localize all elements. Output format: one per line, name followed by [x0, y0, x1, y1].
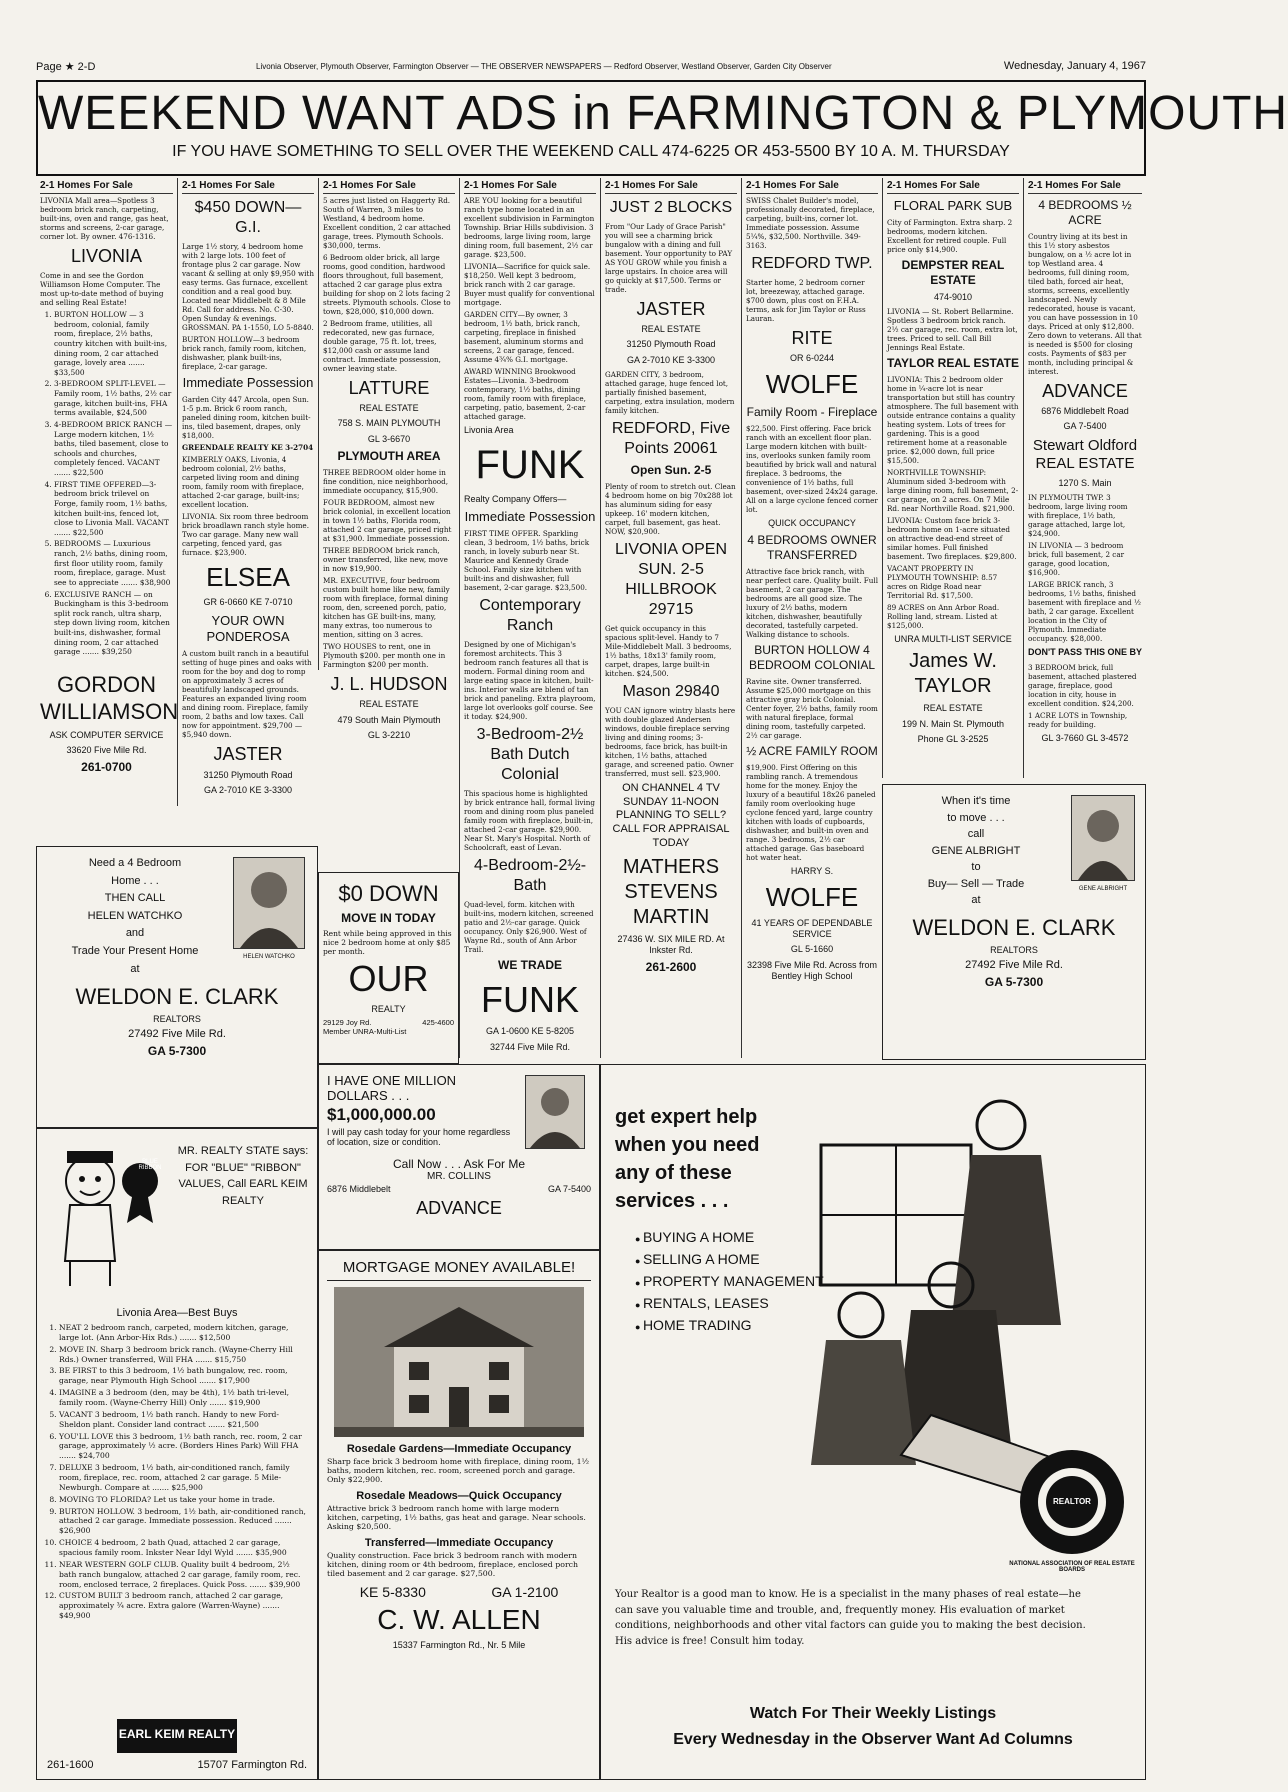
page-banner: [36, 80, 1288, 176]
ad-subheadline: DON'T PASS THIS ONE BY: [1028, 647, 1142, 658]
company-logo: [117, 1719, 237, 1753]
agent-photo: [233, 857, 305, 960]
agent-photo: [1071, 795, 1135, 892]
service-item: ● HOME TRADING: [635, 1317, 1131, 1333]
column-5: [600, 178, 741, 1058]
tagline: ASK COMPUTER SERVICE: [49, 729, 164, 740]
banner-title: WEEKEND WANT ADS in FARMINGTON & PLYMOUTH: [38, 87, 1288, 140]
ad-text: Starter home, 2 bedroom corner lot, breezeway, attached garage. $700 down, plus cost on F.H.A. terms, ask for Jim Taylor or Russ Lauran.: [746, 277, 866, 323]
list-item: 4. IMAGINE a 3 bedroom (den, may be 4th), 1½ bath tri-level, family room. (Wayne-Cherry Hill) Only ....... $19,900: [59, 1388, 309, 1408]
ad-copy: [891, 793, 1061, 909]
seal-label: REALTOR: [1053, 1497, 1091, 1506]
address: 1270 S. Main: [1058, 478, 1112, 488]
ad-subheadline: Rosedale Gardens—Immediate Occupancy: [346, 1443, 572, 1455]
brand-name: WOLFE: [765, 369, 859, 400]
ad-text: FOUR BEDROOM, almost new brick colonial, in excellent location in town 1½ baths, Florida room, attached 2 car garage, priced right at $31,900. Immediate possession.: [323, 497, 452, 543]
ad-text: 3 BEDROOM brick, full basement, attached plastered garage, fireplace, good location in city, house in excellent condition. $24,200.: [1028, 662, 1137, 708]
ad-text: 5 acres just listed on Haggerty Rd. South of Warren, 3 miles to Westland, 4 bedroom home. Excellent condition, 2 car attached garage, trees. Plymouth Schools. $30,000, terms.: [323, 195, 451, 250]
list-item: 6. YOU'LL LOVE this 3 bedroom, 1½ bath ranch, rec. room, 2 car garage, approximately ½ acre. (Borders Hines Park) Will FHA ....... $24,700: [59, 1432, 309, 1462]
ad-text: City of Farmington. Extra sharp. 2 bedrooms, modern kitchen. Excellent for retired couple. Full price only $14,900.: [887, 217, 1013, 254]
ad-headline: 4 BEDROOMS OWNER TRANSFERRED: [747, 533, 877, 562]
tagline: REAL ESTATE: [923, 703, 983, 714]
ad-copy: [45, 855, 225, 978]
brand-name: ADVANCE: [1042, 380, 1128, 401]
ad-text: 6 Bedroom older brick, all large rooms, good condition, hardwood floors throughout, full basement, attached 2 car garage plus extra building for shop on 2 lots facing 2 streets. Plymouth schools. Close to town, $28,000, $10,000 down.: [323, 252, 451, 316]
address: 31250 Plymouth Road: [203, 769, 293, 780]
ad-text: 1 ACRE LOTS in Township, ready for building.: [1028, 710, 1128, 729]
phone: GA 7-5400: [547, 1184, 591, 1194]
tagline: REAL ESTATE: [359, 699, 419, 710]
list-item: 3. BE FIRST to this 3 bedroom, 1½ bath bungalow, rec. room, garage, near Plymouth High School ....... $17,900: [59, 1366, 309, 1386]
brand-name: GORDON WILLIAMSON: [40, 671, 179, 725]
ad-headline: REDFORD, Five Points 20061: [611, 419, 731, 457]
tagline: UNRA MULTI-LIST SERVICE: [894, 634, 1012, 644]
list-item: 12. CUSTOM BUILT 3 bedroom ranch, attached 2 car garage, approximately ¾ acre. Extra galore (Warren-Wayne) ....... $49,900: [59, 1591, 309, 1621]
brand-name: DEMPSTER REAL ESTATE: [901, 257, 1005, 287]
ad-text: GARDEN CITY—By owner, 3 bedroom, 1½ bath, brick ranch, carpeting, fireplace in finished basement, aluminum storms and screens, 2 car garage, fenced. Assume 4¾% G.I. mortgage.: [464, 309, 584, 364]
column-3: [318, 178, 459, 740]
ad-line: Trade Your Present Home: [71, 944, 199, 957]
ad-line: to move . . .: [947, 811, 1005, 824]
brand-name: ADVANCE: [416, 1198, 502, 1218]
zero-down-ad: [318, 872, 459, 1064]
brand-name: OUR: [348, 958, 429, 999]
portrait-icon: [526, 1076, 584, 1148]
agent-name: MR. COLLINS: [427, 1171, 491, 1182]
agent-name: GENE ALBRIGHT: [931, 844, 1021, 857]
ad-text: Attractive face brick ranch, with near perfect care. Quality built. Full basement, 2 car garage. The bedrooms are all good size. The luxury of 2½ baths, modern kitchen, dishwasher, beautifully decorated, tastefully carpeted. Walking distance to schools.: [746, 567, 878, 639]
list-item: 3. 4-BEDROOM BRICK RANCH —Large modern kitchen, 1½ baths, tiled basement, close to schools and churches, completely fenced. VACANT ....... $22,500: [54, 420, 173, 478]
ad-text: IN PLYMOUTH TWP. 3 bedroom, large living room with fireplace, 1½ bath, garage attached, large lot, $24,900.: [1028, 493, 1128, 539]
ad-text: BURTON HOLLOW—3 bedroom brick ranch, family room, kitchen, dishwasher, plank built-ins, fireplace, 2-car garage.: [182, 334, 307, 371]
brand-name: WELDON E. CLARK: [912, 914, 1116, 940]
ad-headline: ON CHANNEL 4 TV SUNDAY 11-NOON PLANNING TO SELL? CALL FOR APPRAISAL TODAY: [612, 781, 730, 849]
ad-headline: Contemporary Ranch: [479, 597, 581, 635]
ad-text: ARE YOU looking for a beautiful ranch type home located in an excellent subdivision in Farmington Township. Briar Hills subdivision. 3 bedrooms, large living room, large dining room, full basement, 2½ car garage. $23,500.: [464, 195, 595, 259]
ad-headline: 4-Bedroom-2½-Bath: [473, 857, 587, 895]
brand-name: Stewart Oldford REAL ESTATE: [1032, 436, 1138, 473]
brand-name: LATTURE: [348, 377, 430, 398]
ad-text: From "Our Lady of Grace Parish" you will see a charming brick bungalow with a dining and full basement. Your opportunity to PAY AS YOU GROW while you finish a large upstairs. In choice area will go quickly at $17,500. Terms or trade.: [605, 221, 733, 294]
address: 27492 Five Mile Rd.: [965, 958, 1063, 971]
area-heading: Livonia Area: [464, 424, 514, 435]
ad-text: $19,900. First Offering on this rambling ranch. A tremendous home for the money. Enjoy the luxury of a beautiful 18x26 paneled family room overlooking huge cyclone fenced yard, large country kitchen with loads of cupboards, dishwasher, and built-in oven and range. 3 bedrooms, 2½ car attached garage. Gas baseboard hot water heat.: [746, 763, 876, 862]
ad-text: LIVONIA—Sacrifice for quick sale. $18,250. Well kept 3 bedroom, brick ranch with 2 car garage. Buyer must qualify for conventional mortgage.: [464, 261, 595, 307]
ad-subheadline: QUICK OCCUPANCY: [768, 517, 856, 528]
phone: 425-4600: [422, 1018, 454, 1027]
service-item: ● BUYING A HOME: [635, 1229, 1131, 1245]
footer-line: Watch For Their Weekly Listings: [749, 1705, 997, 1722]
ad-text: GARDEN CITY, 3 bedroom, attached garage, huge fenced lot, partially finished basement, carpeting, extra insulation, modern family kitchen.: [605, 369, 735, 415]
issue-date: Wednesday, January 4, 1967: [1003, 60, 1146, 72]
open-house: Open Sun. 2-5: [630, 462, 712, 477]
ad-headline: ½ ACRE FAMILY ROOM: [746, 744, 878, 758]
ad-text: A custom built ranch in a beautiful setting of huge pines and oaks with room for the boy and dog to romp on approximately 3 acres of beautifully landscaped grounds. Features an expanded living room and dining room. Fireplace, family room, 2 baths and low taxes. Call now for appointment. $29,700 — $5,940 down.: [182, 649, 312, 739]
phone: 261-2600: [645, 960, 697, 974]
ad-headline: Livonia Area—Best Buys: [116, 1307, 238, 1319]
list-item: 9. BURTON HOLLOW. 3 bedroom, 1½ bath, air-conditioned ranch, attached 2 car garage. Immediate possession. Reduced ....... $26,900: [59, 1507, 309, 1537]
ad-text: LIVONIA Mall area—Spotless 3 bedroom brick ranch, carpeting, built-ins, oven and range, gas heat, storms and screens, 2-car garage, corner lot. By owner. 476-1316.: [40, 195, 169, 241]
section-heading: 2-1 Homes For Sale: [605, 180, 737, 194]
phone: GL 3-6670: [367, 433, 411, 444]
ad-headline: JUST 2 BLOCKS: [609, 198, 733, 216]
ad-headline: $0 DOWN: [338, 881, 439, 906]
service-item: ● SELLING A HOME: [635, 1251, 1131, 1267]
ad-line: Home . . .: [111, 874, 159, 887]
ad-text: Plenty of room to stretch out. Clean 4 bedroom home on big 70x288 lot has aluminum siding for easy upkeep. 16' modern kitchen, carpet, full basement, gas heat. NOW, $20,900.: [605, 481, 736, 536]
address: 33620 Five Mile Rd.: [66, 745, 147, 756]
contact-row: [327, 1184, 591, 1194]
tagline: REAL ESTATE: [641, 324, 701, 334]
brand-name: TAYLOR REAL ESTATE: [887, 356, 1020, 370]
ad-text: IN LIVONIA — 3 bedroom brick, full basement, 2 car garage, good location, $16,900.: [1028, 541, 1125, 578]
ad-text: FIRST TIME OFFER. Sparkling clean, 3 bedroom, 1½ baths, brick ranch, in lovely suburb near St. Maurice and Kennedy Grade School. Family size kitchen with built-ins and dishwasher, full basement, 2-car garage. $23,500.: [464, 529, 590, 593]
list-item: 7. DELUXE 3 bedroom, 1½ bath, air-conditioned ranch, family room, fireplace, rec. room, attached 2 car garage. 5 Mile-Newburgh. Compare at ....... $25,900: [59, 1463, 309, 1493]
section-heading: 2-1 Homes For Sale: [323, 180, 455, 194]
realtor-services-ad: [600, 1064, 1146, 1780]
brand-name: WOLFE: [765, 882, 859, 913]
house-photo-icon: [334, 1287, 584, 1437]
section-heading: 2-1 Homes For Sale: [1028, 180, 1142, 194]
ad-line: Call Now . . . Ask For Me: [392, 1157, 526, 1171]
phone: OR 6-0244: [789, 353, 835, 363]
ad-line: When it's time: [941, 795, 1011, 807]
brand-name: RITE: [791, 327, 833, 348]
ad-text: NORTHVILLE TOWNSHIP: Aluminum sided 3-bedroom with large dining room, full basement, 2-car garage, on 2 acres. On 7 Mile Rd. near Northville Road. $21,900.: [887, 468, 1019, 513]
ad-text: SWISS Chalet Builder's model, professionally decorated, fireplace, carpeting, built-ins, corner lot. Immediate possession. Assume 5¼%, $32,500. Northville. 349-3163.: [746, 195, 875, 250]
ad-text: I will pay cash today for your home regardless of location, size or condition.: [327, 1127, 511, 1147]
list-item: 2. 3-BEDROOM SPLIT-LEVEL — Family room, 1½ baths, 2½ car garage, kitchen built-ins, FHA terms available, $24,500: [54, 379, 173, 418]
albright-ad: [882, 784, 1146, 1060]
list-item: 2. MOVE IN. Sharp 3 bedroom brick ranch. (Wayne-Cherry Hill Rds.) Owner transferred, Will FHA ....... $15,750: [59, 1345, 309, 1365]
phone: GA 7-5400: [1063, 421, 1107, 432]
brand-name: J. L. HUDSON: [330, 673, 448, 694]
tagline: 41 YEARS OF DEPENDABLE SERVICE: [751, 917, 873, 939]
phone: GA 2-7010 KE 3-3300: [626, 354, 716, 365]
ad-text: MR. EXECUTIVE, four bedroom custom built home like new, family room with fireplace, formal dining room, den, screened porch, patio, kitchen has GE built-ins, many, many extras, too numerous to mention, sitting on 3 acres.: [323, 575, 450, 639]
ad-line: Need a 4 Bedroom: [88, 857, 182, 869]
ad-headline: Family Room - Fireplace: [746, 404, 878, 419]
ad-text: VACANT PROPERTY IN PLYMOUTH TOWNSHIP: 8.57 acres on Ridge Road near Territorial Rd. $17,500.: [887, 564, 998, 600]
column-1: [36, 178, 177, 806]
tagline: REAL ESTATE: [359, 403, 419, 413]
ad-line: Buy— Sell — Trade: [927, 877, 1025, 890]
paper-names: Livonia Observer, Plymouth Observer, Farmington Observer — THE OBSERVER NEWSPAPERS — Redford Observer, Westland Observer, Garden City Observer: [256, 62, 832, 71]
ad-copy: MR. REALTY STATE says: FOR "BLUE" "RIBBON" VALUES, Call EARL KEIM REALTY: [177, 1145, 309, 1207]
ad-text: Come in and see the Gordon Williamson Home Computer. The most up-to-date method of buying and selling Real Estate!: [40, 271, 164, 307]
ribbon-badge: BLUE RIBBON: [138, 1159, 162, 1171]
brand-name: WELDON E. CLARK: [75, 984, 279, 1010]
contact-row: [327, 1584, 591, 1600]
phone: GL 3-7660 GL 3-4572: [1041, 732, 1129, 743]
brand-name: JASTER: [213, 744, 283, 764]
ad-text: GREENDALE REALTY KE 3-2704: [182, 442, 314, 452]
ad-text: Ravine site. Owner transferred. Assume $25,000 mortgage on this attractive gray brick Colonial. Center foyer, 2½ baths, family room with natural fireplace, formal dining room, tastefully carpeted. 2½ car garage.: [746, 677, 878, 740]
address: 29129 Joy Rd.: [323, 1018, 372, 1027]
section-heading: 2-1 Homes For Sale: [887, 180, 1019, 194]
ad-headline: BURTON HOLLOW 4 BEDROOM COLONIAL: [748, 643, 876, 672]
phone: 474-9010: [933, 291, 973, 302]
ad-line: and: [125, 927, 145, 940]
phone: GR 6-0660 KE 7-0710: [203, 597, 293, 608]
address: 27436 W. SIX MILE RD. At Inkster Rd.: [617, 933, 725, 955]
address: 758 S. MAIN PLYMOUTH: [337, 418, 441, 429]
ad-text: YOU CAN ignore wintry blasts here with double glazed Andersen windows, double fireplace serving living and dining rooms; 3-bedrooms, face brick, has built-in kitchen, 1½ baths, attached garage, and screened patio. Owner transferred, must sell. $23,900.: [605, 705, 736, 778]
ad-text: 2 Bedroom frame, utilities, all redecorated, new gas furnace, double garage, 75 ft. lot, trees, $12,000 cash or assume land contract. Immediate possession, owner leaving state.: [323, 318, 441, 373]
portrait-icon: [234, 858, 304, 948]
phone: GA 1-0600 KE 5-8205: [485, 1026, 575, 1037]
tagline: HARRY S.: [790, 866, 834, 876]
phone: GA 1-2100: [491, 1584, 559, 1600]
column-4: [459, 178, 600, 1058]
ad-line: at: [971, 894, 981, 906]
ad-line: call: [967, 828, 985, 840]
ad-headline: Mason 29840: [622, 682, 720, 700]
phone: 261-1600: [47, 1759, 94, 1771]
address: 479 South Main Plymouth: [337, 714, 441, 725]
ad-text: Get quick occupancy in this spacious split-level. Handy to 7 Mile-Middlebelt Mall. 3 bedrooms, 1½ baths, 18x13' family room, carpet, drapes, large built-in kitchen. $24,500.: [605, 623, 732, 678]
list-item: 5. VACANT 3 bedroom, 1½ bath ranch. Handy to new Ford-Sheldon plant. Consider land contract ....... $21,500: [59, 1410, 309, 1430]
section-heading: 2-1 Homes For Sale: [40, 180, 173, 194]
page-number: Page ★ 2-D: [36, 61, 96, 73]
ad-line: at: [130, 962, 140, 975]
ad-text: THREE BEDROOM brick ranch, owner transferred, like new, move in now $19,900.: [323, 545, 448, 573]
photo-caption: HELEN WATCHKO: [243, 954, 295, 960]
ad-text: LIVONIA: This 2 bedroom older home in ¼-acre lot is near transportation but still has country atmosphere. The full basement with outside entrance contains a quality heating system. Lots of trees for gardening. This is a good retirement home at a reasonable price. $2,000 down, full price $15,500.: [887, 375, 1019, 465]
photo-caption: GENE ALBRIGHT: [1078, 886, 1128, 892]
ad-text: 89 ACRES on Ann Arbor Road. Rolling land, stream. Listed at $125,000.: [887, 603, 1000, 630]
column-6: [741, 178, 882, 1058]
column-7: [882, 178, 1023, 778]
million-dollars-ad: [318, 1064, 600, 1250]
agent-photo: [525, 1075, 585, 1149]
ad-text: Quad-level, form. kitchen with built-ins, modern kitchen, screened patio and 2½-car garage. Quick occupancy. Only $26,900. West of Wayne Rd., south of Ann Arbor Trail.: [464, 900, 594, 955]
ad-text: LIVONIA. Six room three bedroom brick broadlawn ranch style home. Two car garage. Many new wall carpeting, fenced yard, gas furnace. $23,900.: [182, 511, 309, 557]
ad-headline: FLORAL PARK SUB: [893, 197, 1013, 213]
section-heading: 2-1 Homes For Sale: [464, 180, 596, 194]
ad-text: Rent while being approved in this nice 2 bedroom home at only $85 per month.: [323, 929, 452, 956]
ad-text: TWO HOUSES to rent, one in Plymouth $200. per month one in Farmington $200 per month.: [323, 641, 446, 669]
tagline: Realty Company Offers—: [464, 493, 567, 504]
brand-name: FUNK: [481, 979, 579, 1021]
list-item: 1. NEAT 2 bedroom ranch, carpeted, modern kitchen, garage, large lot. (Ann Arbor-Hix Rds.) ....... $12,500: [59, 1323, 309, 1343]
agent-name: HELEN WATCHKO: [87, 909, 183, 922]
address: 32398 Five Mile Rd. Across from Bentley High School: [746, 959, 878, 981]
earl-keim-ad: [36, 1128, 318, 1780]
banner-subtitle: IF YOU HAVE SOMETHING TO SELL OVER THE WEEKEND CALL 474-6225 OR 453-5500 BY 10 A. M. THURSDAY: [172, 143, 1010, 160]
brand-name: FUNK: [475, 442, 585, 487]
list-item: 11. NEAR WESTERN GOLF CLUB. Quality built 4 bedroom, 2½ bath ranch bungalow, attached 2 car garage, family room, rec. room, enclosed terrace, 2 fireplaces. Quick Poss. ....... $39,900: [59, 1560, 309, 1590]
ad-amount: $1,000,000.00: [327, 1105, 436, 1124]
ad-line: to: [971, 861, 981, 873]
brand-name: C. W. ALLEN: [377, 1604, 541, 1635]
ad-text: Sharp face brick 3 bedroom home with fireplace, dining room, 1½ baths, modern kitchen, rec. room, screened porch and garage. Only $22,900.: [327, 1457, 590, 1484]
brand-name: MATHERS STEVENS MARTIN: [622, 855, 720, 928]
phone: 261-0700: [81, 760, 132, 775]
list-item: 5. BEDROOMS — Luxurious ranch, 2½ baths, dining room, first floor utility room, family room, fireplace, garage. Must see to appreciate ....... $38,900: [54, 539, 173, 587]
section-heading: 2-1 Homes For Sale: [746, 180, 878, 194]
ad-headline: REDFORD TWP.: [751, 254, 873, 272]
ad-text: LIVONIA — St. Robert Bellarmine. Spotless 3 bedroom brick ranch. 2½ car garage, rec. room, extra lot, trees. Priced to sell. Call Bill Jennings Real Estate.: [887, 307, 1018, 352]
phone: GL 5-1660: [790, 944, 834, 955]
ad-text: LARGE BRICK ranch, 3 bedrooms, 1½ baths, finished basement with fireplace and ½ bath, 2 car garage. Excellent location in the City of Plymouth. Immediate occupancy. $28,000.: [1028, 580, 1141, 644]
phone: GA 5-7300: [984, 974, 1044, 989]
brand-name: James W. TAYLOR: [909, 650, 997, 698]
ad-text: Your Realtor is a good man to know. He is a specialist in the many phases of real estate—he can save you valuable time and trouble, and, frequently money. His evaluation of market conditions, neighborhoods and other vital factors can guide you to making the best decision. His advice is free! Consult him today.: [615, 1589, 1086, 1647]
tagline: REALTORS: [990, 944, 1038, 955]
footer-line: Every Wednesday in the Observer Want Ad Columns: [673, 1731, 1073, 1748]
area-heading: PLYMOUTH AREA: [337, 448, 441, 463]
portrait-icon: [1072, 796, 1134, 880]
service-item: ● PROPERTY MANAGEMENT: [635, 1273, 1131, 1289]
ad-subheadline: Transferred—Immediate Occupancy: [364, 1537, 554, 1549]
column-2: [177, 178, 318, 806]
ad-subheadline: WE TRADE: [498, 958, 562, 973]
ad-headline: 3-Bedroom-2½ Bath Dutch Colonial: [476, 726, 584, 784]
ad-headline: $450 DOWN—G.I.: [194, 198, 302, 236]
address: 15707 Farmington Rd.: [197, 1759, 307, 1771]
address: 15337 Farmington Rd., Nr. 5 Mile: [392, 1640, 526, 1650]
seal-text: NATIONAL ASSOCIATION OF REAL ESTATE BOARDS: [1009, 1561, 1135, 1573]
address: 31250 Plymouth Road: [626, 339, 716, 350]
masthead-line: [36, 52, 1146, 76]
ad-text: Quality construction. Face brick 3 bedroom ranch with modern kitchen, dining room or 4th bedroom, fireplace, enclosed porch tiled basement and 2 car garage. $27,500.: [327, 1551, 579, 1578]
cw-allen-ad: [318, 1250, 600, 1780]
address: 6876 Middlebelt Road: [1041, 406, 1129, 416]
ad-text: KIMBERLY OAKS, Livonia, 4 bedroom colonial, 2½ baths, carpeted living room and dining room, family room with fireplace, attached 2-car garage, built-ins; excellent location.: [182, 454, 304, 509]
listing-list: [40, 310, 173, 657]
list-item: 4. FIRST TIME OFFERED—3-bedroom brick trilevel on Forge, family room, 1½ baths, kitchen built-ins, fenced lot, close to Livonia Mall. VACANT ....... $22,500: [54, 480, 173, 538]
contact-row: [323, 1018, 454, 1027]
ad-text: Attractive brick 3 bedroom ranch home with large modern kitchen, carpeting, 1½ baths, gas heat and garage. Near schools. Asking $20,500.: [327, 1504, 586, 1531]
ad-subheadline: Rosedale Meadows—Quick Occupancy: [356, 1490, 562, 1502]
ad-headline: I HAVE ONE MILLION DOLLARS . . .: [327, 1073, 457, 1103]
ad-headline: get expert help when you need any of these services . . .: [615, 1106, 760, 1212]
list-item: 1. BURTON HOLLOW — 3 bedroom, colonial, family room, fireplace, 2½ baths, country kitchen with built-ins, dining room, 2 car attached garage, lovely area ....... $33,500: [54, 310, 173, 377]
address: 199 N. Main St. Plymouth: [901, 718, 1005, 729]
listing-list: [45, 1323, 309, 1621]
watchko-ad: [36, 846, 318, 1128]
tagline: REALTORS: [153, 1014, 201, 1025]
phone: GA 2-7010 KE 3-3300: [203, 784, 293, 795]
ad-subheadline: MOVE IN TODAY: [341, 911, 436, 925]
list-item: 10. CHOICE 4 bedroom, 2 bath Quad, attached 2 car garage, spacious family room. Inkster Near Idyl Wyld ....... $35,900: [59, 1538, 309, 1558]
list-item: 8. MOVING TO FLORIDA? Let us take your home in trade.: [59, 1495, 309, 1505]
brand-name: JASTER: [636, 298, 706, 319]
ad-headline: MORTGAGE MONEY AVAILABLE!: [327, 1259, 591, 1281]
phone: KE 5-8330: [359, 1584, 426, 1600]
member-note: Member UNRA-Multi-List: [323, 1027, 407, 1036]
address: 32744 Five Mile Rd.: [489, 1041, 571, 1052]
column-8: [1023, 178, 1146, 778]
list-item: 6. EXCLUSIVE RANCH — on Buckingham is this 3-bedroom split rock ranch, ultra sharp, step down living room, kitchen built-ins, dishwasher, formal dining room, 2 car attached garage ....... $39,250: [54, 590, 173, 657]
tagline: REALTY: [371, 1004, 406, 1014]
address: 27492 Five Mile Rd.: [128, 1028, 226, 1041]
ad-line: THEN CALL: [104, 892, 166, 905]
phone: Phone GL 3-2525: [917, 733, 989, 744]
phone: GA 5-7300: [147, 1044, 207, 1059]
ad-headline: Immediate Possession: [182, 374, 314, 390]
ad-text: Designed by one of Michigan's foremost architects. This 3 bedroom ranch features all that is modern. Formal dining room and large eating space in kitchen, built-ins. Interior walls are blend of tan brick and paneling. Extra playroom, large lot overlooks golf course. See it today. $24,900.: [464, 640, 596, 722]
address: 6876 Middlebelt: [327, 1184, 391, 1194]
ad-text: AWARD WINNING Brookwood Estates—Livonia. 3-bedroom contemporary, 1½ baths, dining room, family room with fireplace, carpeting, patio, basement, 2-car attached garage.: [464, 366, 586, 421]
ad-headline: 4 BEDROOMS ½ ACRE: [1038, 197, 1132, 227]
ad-text: Large 1½ story, 4 bedroom home with 2 large lots. 100 feet of frontage plus 2 car garage. Now vacant & selling at only $9,950 with easy terms. Gas furnace, excellent condition and a real good buy. Located near Middlebelt & 8 Mile Rd. Call for address. No. C-30. Open Sunday & evenings. GROSSMAN. PA 1-1550, LO 5-8840.: [182, 241, 314, 332]
ad-text: THREE BEDROOM older home in fine condition, nice neighborhood, immediate occupancy, $15,900.: [323, 467, 448, 495]
ad-text: $22,500. First offering. Face brick ranch with an excellent floor plan. Large modern kitchen with built-ins, overlooks sunken family room beautified by brick wall and natural fireplace. 3 bedrooms, the convenience of 1½ baths, full basement, over-sized 24x24 garage. All on a large cyclone fenced corner lot.: [746, 423, 878, 514]
phone: GL 3-2210: [367, 729, 411, 740]
ad-text: LIVONIA: Custom face brick 3-bedroom home on 1-acre situated on attractive dead-end street of similar homes. Full finished basement. Two fireplaces. $29,800.: [887, 516, 1017, 561]
ad-headline: LIVONIA OPEN SUN. 2-5 HILLBROOK 29715: [614, 540, 728, 618]
ad-text: This spacious home is highlighted by brick entrance hall, formal living room and dining room plus paneled family room with fireplace, built-in, attached 2-car garage. $29,900. Near St. Mary's Hospital. North of Schoolcraft, east of Levan.: [464, 789, 596, 853]
service-item: ● RENTALS, LEASES: [635, 1295, 1131, 1311]
brand-name: ELSEA: [206, 561, 290, 592]
ad-headline: Immediate Possession: [464, 509, 596, 524]
ad-text: Country living at its best in this 1½ story asbestos bungalow, on a ½ acre lot in top Westland area. 4 bedrooms, full dining room, tiled bath, forced air heat, storms, screens, excellently landscaped. Newly redecorated, house is vacant, you can have possession in 10 days. Priced at only $12,800. Zero down to veterans. All that is needed is $500 for closing costs. Payments of $83 per month, including principal & interest.: [1028, 231, 1142, 376]
logo-text: EARL KEIM REALTY: [118, 1727, 236, 1741]
town-heading: LIVONIA: [70, 245, 143, 266]
section-heading: 2-1 Homes For Sale: [182, 180, 314, 194]
ad-headline: YOUR OWN PONDEROSA: [206, 612, 290, 644]
ad-text: Garden City 447 Arcola, open Sun. 1-5 p.m. Brick 6 room ranch, paneled dining room, kitchen built-ins, tiled basement, drapes, only $18,000.: [182, 394, 311, 440]
